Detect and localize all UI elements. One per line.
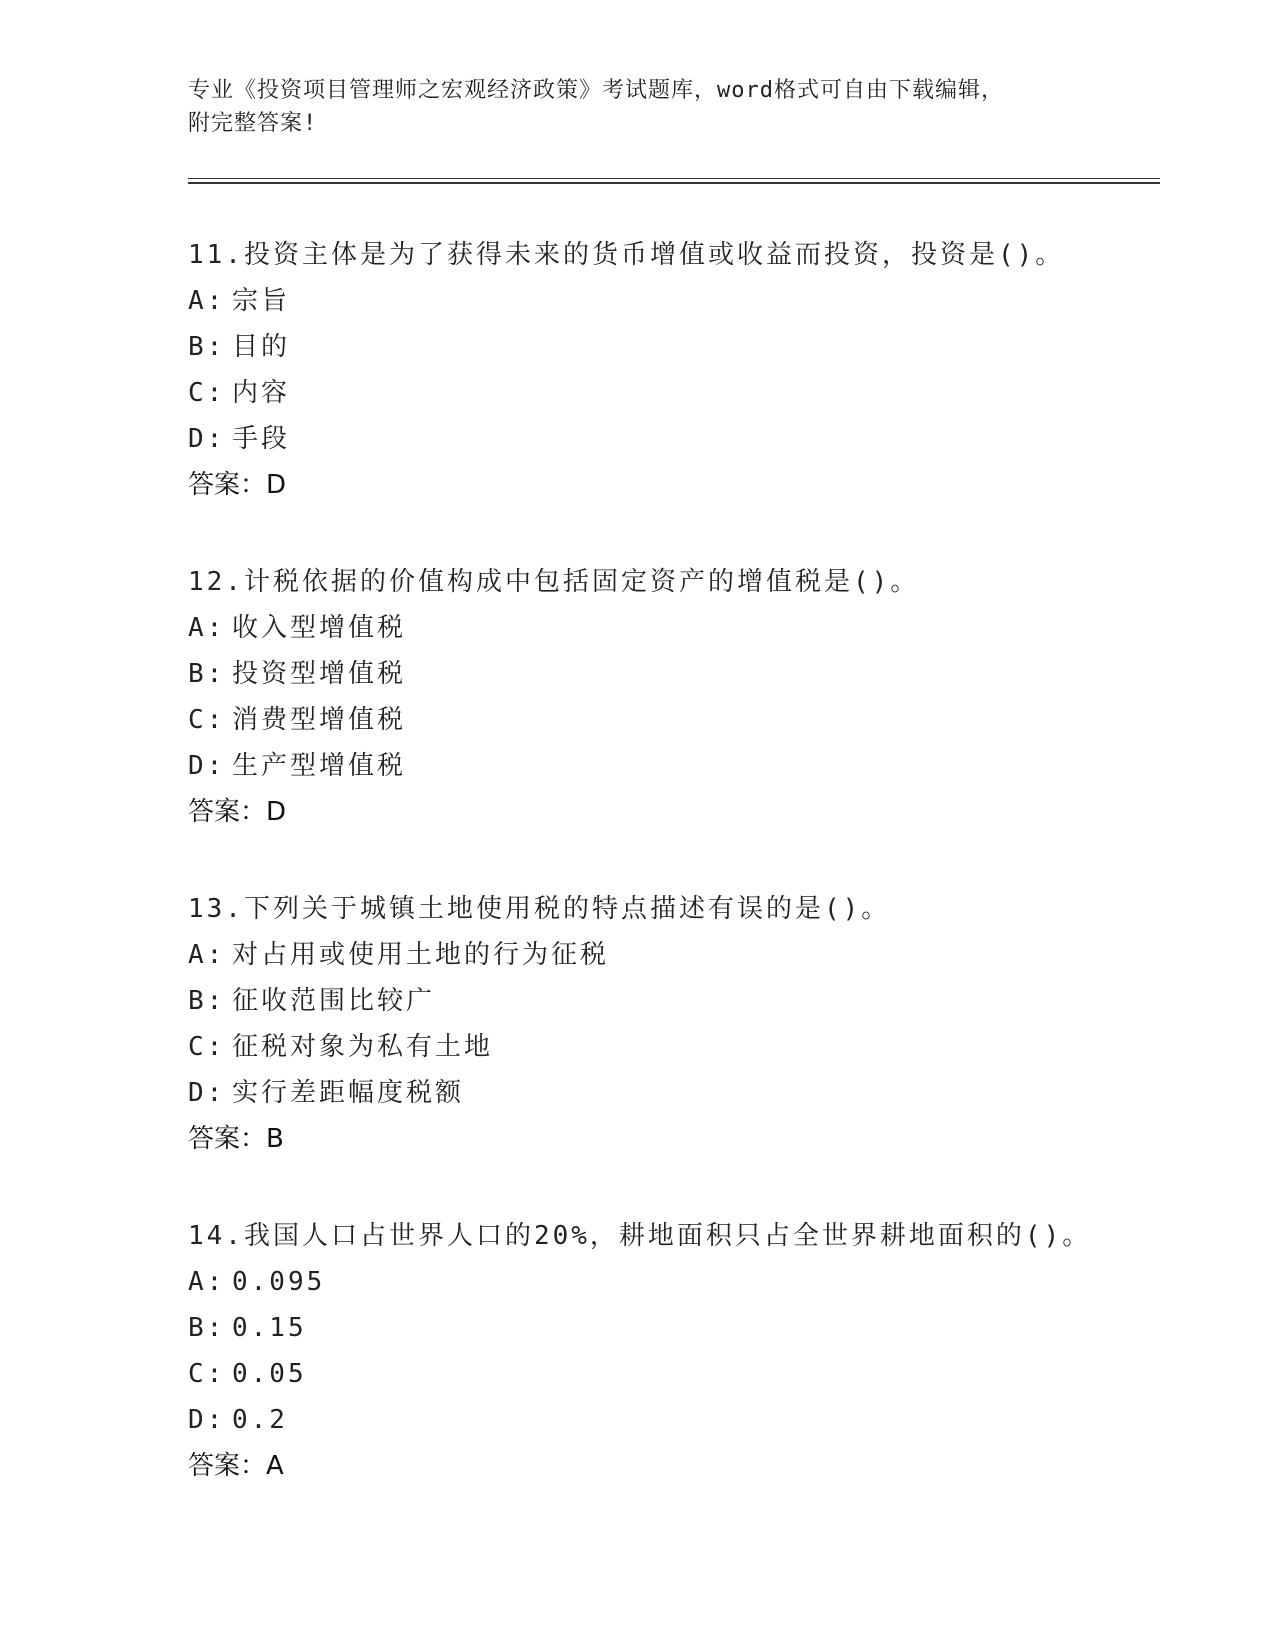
intro-line-1: 专业《投资项目管理师之宏观经济政策》考试题库，word格式可自由下载编辑，: [188, 78, 1004, 103]
option-key: D:: [188, 1405, 226, 1435]
option-text: 征税对象为私有土地: [232, 1032, 494, 1062]
option-key: B:: [188, 332, 226, 362]
option-text: 宗旨: [232, 286, 291, 316]
option-text: 征收范围比较广: [232, 986, 436, 1016]
question-13: [188, 886, 1148, 1162]
option-key: A:: [188, 1267, 226, 1297]
option-key: D:: [188, 424, 226, 454]
option-a: [188, 932, 1148, 978]
answer-line: [188, 462, 1148, 508]
question-stem: 11.投资主体是为了获得未来的货币增值或收益而投资，投资是()。: [188, 240, 1065, 270]
option-text: 手段: [232, 424, 291, 454]
option-key: A:: [188, 940, 226, 970]
option-text: 对占用或使用土地的行为征税: [232, 940, 610, 970]
option-d: [188, 743, 1148, 789]
option-key: B:: [188, 1313, 226, 1343]
option-key: B:: [188, 986, 226, 1016]
option-c: [188, 1024, 1148, 1070]
answer-value: B: [266, 1124, 284, 1154]
option-text: 0.095: [232, 1267, 326, 1297]
header-divider-thin: [188, 178, 1160, 179]
answer-value: D: [266, 797, 287, 827]
option-key: C:: [188, 1359, 226, 1389]
option-b: [188, 651, 1148, 697]
option-text: 收入型增值税: [232, 613, 407, 643]
option-text: 0.05: [232, 1359, 307, 1389]
header-divider-thick: [188, 182, 1160, 184]
answer-label: 答案：: [188, 1124, 267, 1154]
option-text: 0.15: [232, 1313, 307, 1343]
option-key: A:: [188, 613, 226, 643]
option-d: [188, 1070, 1148, 1116]
option-text: 内容: [232, 378, 291, 408]
option-a: [188, 278, 1148, 324]
option-text: 0.2: [232, 1405, 288, 1435]
question-11: [188, 232, 1148, 508]
answer-value: A: [266, 1451, 284, 1481]
question-stem: 12.计税依据的价值构成中包括固定资产的增值税是()。: [188, 567, 920, 597]
option-text: 生产型增值税: [232, 751, 407, 781]
option-key: C:: [188, 705, 226, 735]
answer-line: [188, 1116, 1148, 1162]
option-b: [188, 324, 1148, 370]
option-c: [188, 1351, 1148, 1397]
option-c: [188, 370, 1148, 416]
answer-label: 答案：: [188, 1451, 267, 1481]
option-c: [188, 697, 1148, 743]
option-text: 目的: [232, 332, 291, 362]
option-key: C:: [188, 378, 226, 408]
answer-value: D: [266, 470, 287, 500]
option-a: [188, 605, 1148, 651]
option-b: [188, 1305, 1148, 1351]
option-key: B:: [188, 659, 226, 689]
question-stem: 14.我国人口占世界人口的20%，耕地面积只占全世界耕地面积的()。: [188, 1221, 1092, 1251]
option-d: [188, 1397, 1148, 1443]
document-intro: [188, 74, 1088, 140]
option-key: D:: [188, 1078, 226, 1108]
option-text: 实行差距幅度税额: [232, 1078, 465, 1108]
option-text: 消费型增值税: [232, 705, 407, 735]
question-14: [188, 1213, 1148, 1489]
answer-label: 答案：: [188, 470, 267, 500]
question-stem: 13.下列关于城镇土地使用税的特点描述有误的是()。: [188, 894, 891, 924]
question-list: [188, 232, 1148, 1540]
question-12: [188, 559, 1148, 835]
answer-label: 答案：: [188, 797, 267, 827]
option-b: [188, 978, 1148, 1024]
option-a: [188, 1259, 1148, 1305]
option-key: D:: [188, 751, 226, 781]
intro-line-2: 附完整答案!: [188, 111, 318, 136]
option-d: [188, 416, 1148, 462]
option-text: 投资型增值税: [232, 659, 407, 689]
option-key: C:: [188, 1032, 226, 1062]
answer-line: [188, 1443, 1148, 1489]
answer-line: [188, 789, 1148, 835]
option-key: A:: [188, 286, 226, 316]
